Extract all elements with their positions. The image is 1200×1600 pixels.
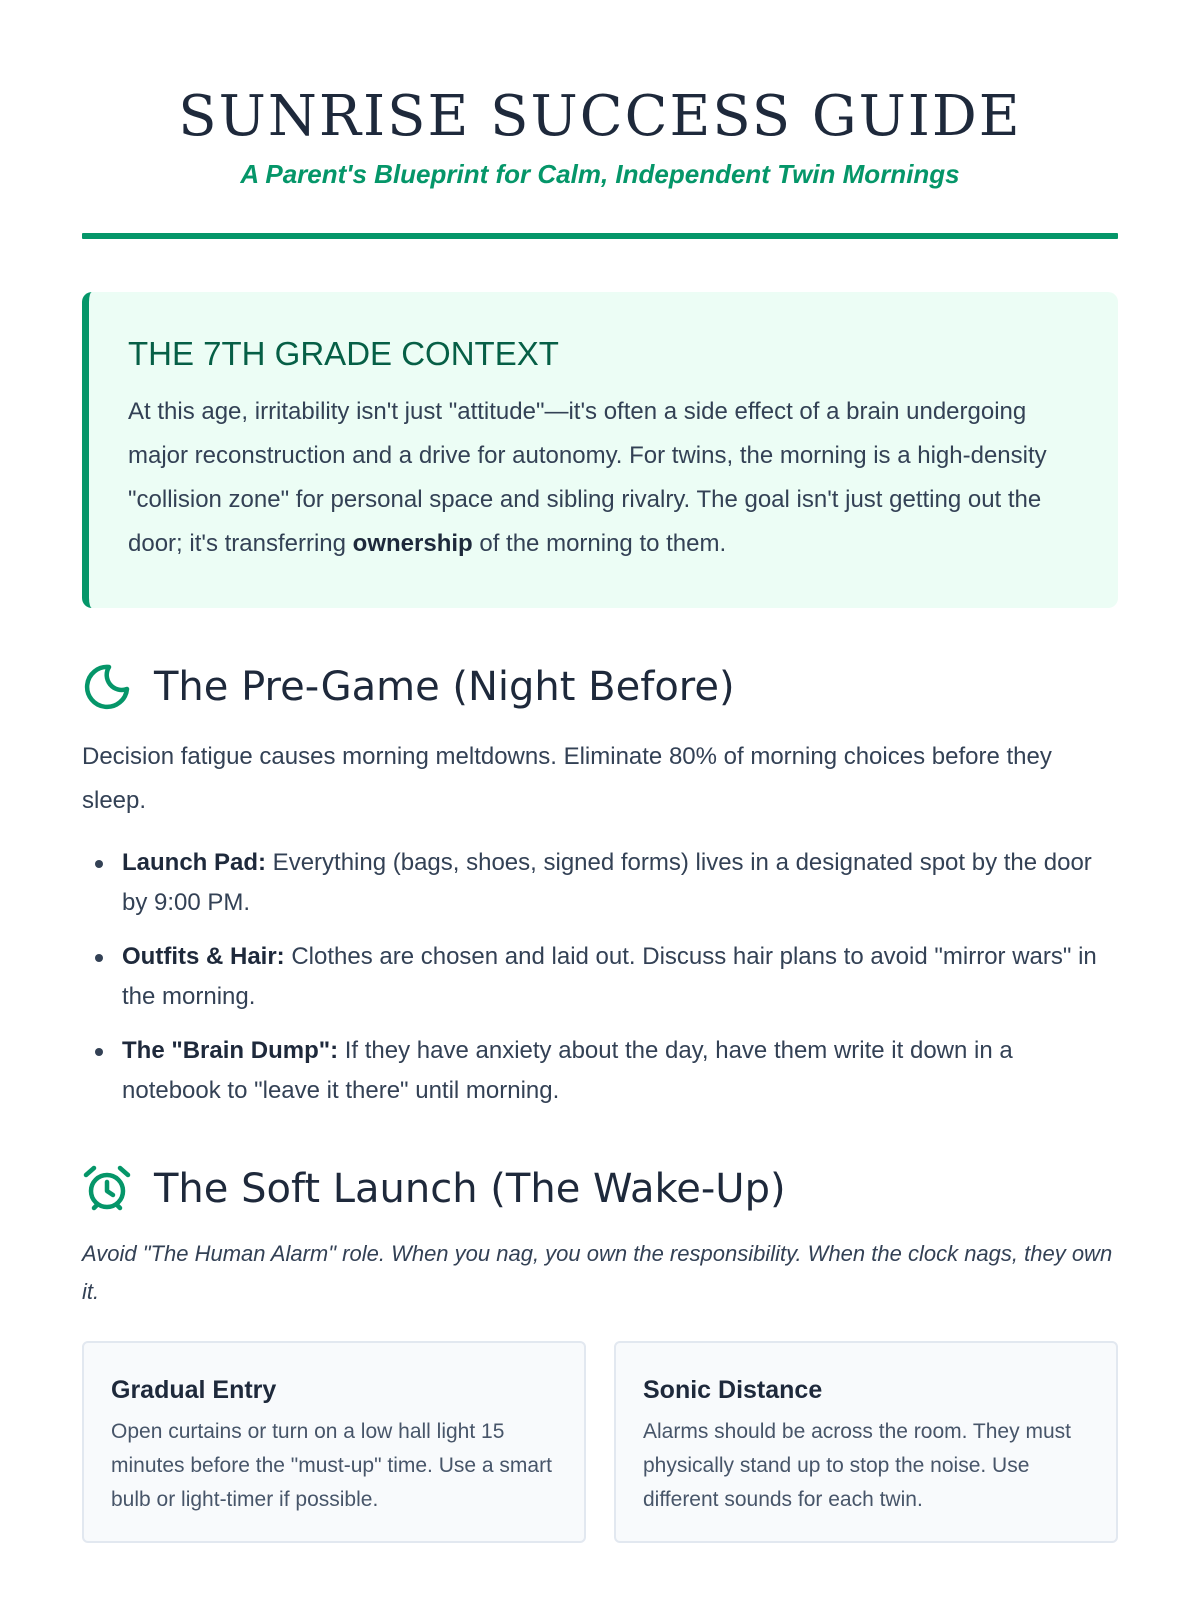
context-body: [128, 390, 1078, 566]
list-item: [122, 1031, 1118, 1111]
list-item-label: Launch Pad:: [122, 849, 267, 876]
tip-card-title: Gradual Entry: [111, 1376, 277, 1404]
section-lead: Decision fatigue causes morning meltdowns. Eliminate 80% of morning choices before they sleep.: [82, 743, 1052, 814]
context-body-start: At this age, irritability isn't just "attitude"—it's often a side effect of a brain undergoing major reconstruction and a drive for autonomy. For twins, the morning is a high-density "collision zone" for personal space and sibling rivalry. The goal isn't just getting out the door; it's transferring: [128, 398, 1047, 557]
page-title: SUNRISE SUCCESS GUIDE: [178, 84, 1022, 149]
list-item: [122, 843, 1118, 923]
tip-card: [614, 1341, 1118, 1543]
header-divider: [82, 233, 1118, 239]
context-callout: [82, 292, 1118, 608]
section-note: Avoid "The Human Alarm" role. When you nag, you own the responsibility. When the clock nags, they own it.: [82, 1241, 1113, 1304]
section-softlaunch: [82, 1163, 1118, 1543]
moon-icon: [82, 662, 132, 712]
context-body-emphasis: ownership: [352, 530, 473, 557]
list-item-label: The "Brain Dump":: [122, 1037, 339, 1064]
section-title: The Pre-Game (Night Before): [154, 664, 735, 710]
tip-card: [82, 1341, 586, 1543]
section-heading: [82, 1163, 1118, 1215]
context-body-end: of the morning to them.: [472, 530, 727, 557]
alarm-clock-icon: [82, 1164, 132, 1214]
section-pregame: [82, 661, 1118, 1111]
list-item-text: Everything (bags, shoes, signed forms) lives in a designated spot by the door by 9:00 PM.: [122, 849, 1092, 916]
tip-card-body: Open curtains or turn on a low hall light 15 minutes before the "must-up" time. Use a smart bulb or light-timer if possible.: [111, 1420, 552, 1511]
list-item-label: Outfits & Hair:: [122, 943, 285, 970]
masthead: [82, 0, 1118, 239]
list-item-text: Clothes are chosen and laid out. Discuss hair plans to avoid "mirror wars" in the morning.: [122, 943, 1097, 1010]
context-title: THE 7TH GRADE CONTEXT: [128, 335, 559, 372]
page-subtitle: A Parent's Blueprint for Calm, Independent Twin Mornings: [240, 159, 960, 189]
tip-cards: [82, 1341, 1118, 1543]
tip-card-body: Alarms should be across the room. They must physically stand up to stop the noise. Use different sounds for each twin.: [643, 1420, 1071, 1511]
pregame-list: [82, 843, 1118, 1111]
section-heading: [82, 661, 1118, 713]
list-item-text: If they have anxiety about the day, have them write it down in a notebook to "leave it there" until morning.: [122, 1037, 1013, 1104]
list-item: [122, 937, 1118, 1017]
section-title: The Soft Launch (The Wake-Up): [154, 1166, 786, 1212]
tip-card-title: Sonic Distance: [643, 1376, 823, 1404]
